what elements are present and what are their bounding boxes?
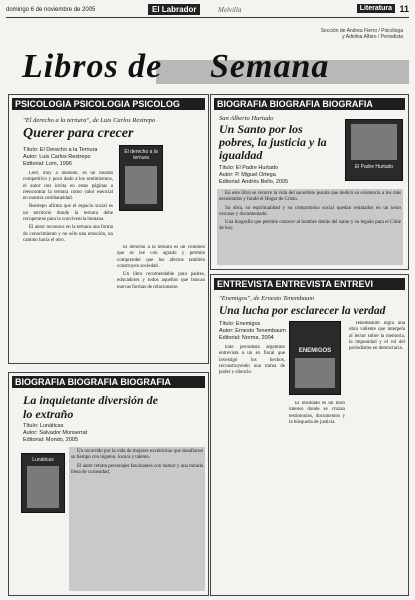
entrevista-review — [210, 274, 409, 596]
book-publisher: Editorial: Mondo, 2005 — [23, 437, 79, 443]
book-cover — [119, 145, 163, 211]
cover-title: Lunáticas — [32, 457, 54, 463]
handwritten-note: Melvilla — [218, 6, 242, 14]
biografia-review-2 — [8, 372, 209, 596]
review-headline: Un Santo por los pobres, la justicia y la igualdad — [219, 122, 327, 162]
issue-date: domingo 6 de noviembre de 2005 — [6, 7, 96, 13]
cover-art — [125, 166, 157, 204]
review-text-mid — [289, 401, 345, 591]
book-author: Autor: Salvador Monserrat — [23, 430, 88, 436]
review-text-left — [23, 171, 113, 361]
book-author: Autor: P. Miguel Ortega — [219, 172, 276, 178]
paragraph: Leer, muy a menudo, es un mundo competitivo y poco dado a los sentimientos, el autor nos invita en estas páginas a reencontrar la ternura como valor esencial en nuestra cotidianeidad. — [23, 171, 113, 202]
review-kicker: San Alberto Hurtado — [219, 115, 274, 122]
section-credits — [268, 28, 403, 40]
biografia-review — [210, 94, 409, 270]
review-headline: Una lucha por esclarecer la verdad — [219, 305, 386, 317]
book-details — [219, 165, 288, 186]
book-title: Título: El Derecho a la Ternura — [23, 147, 98, 153]
cover-title: ENEMIGOS — [298, 348, 332, 354]
credit-line: y Adelina Alfaro / Periodista — [342, 34, 403, 40]
masthead-word-2: Semana — [210, 48, 330, 85]
book-details — [219, 321, 286, 342]
section-header: BIOGRAFIA BIOGRAFIA BIOGRAFIA — [12, 376, 205, 388]
review-text — [217, 189, 403, 265]
review-text — [69, 447, 205, 591]
paragraph: Un libro recomendable para padres, educadores y todos aquellos que buscan nuevas formas de relacionarse. — [117, 272, 205, 290]
psicologia-review — [8, 94, 209, 364]
cover-art — [295, 358, 335, 388]
paragraph: El derecho a la ternura es un volumen que se lee con agrado y permite comprender que los afectos también construyen sociedad. — [117, 245, 205, 269]
paragraph: Un recorrido por la vida de mujeres excéntricas que desafiaron su tiempo con ingenio, locura y talento. — [71, 449, 203, 461]
book-publisher: Editorial: Andrés Bello, 2005 — [219, 179, 289, 185]
book-title: Título: Lunáticas — [23, 423, 64, 429]
book-details — [23, 147, 98, 168]
review-text-right — [349, 321, 405, 591]
book-cover — [289, 321, 341, 395]
cover-title: El derecho a la ternura — [124, 149, 158, 161]
cover-art — [27, 466, 59, 508]
paragraph: Tenembaum logra una obra valiente que interpela al lector sobre la memoria, la impunidad y el rol del periodismo en democracia. — [349, 321, 405, 352]
paragraph: Este periodista argentino entrevista a un ex fiscal que investigó los hechos, reconstruyendo una trama de poder y silencio. — [219, 345, 285, 376]
masthead-word-1: Libros de — [22, 48, 163, 85]
book-publisher: Editorial: Norma, 2004 — [219, 335, 274, 341]
paragraph: Su obra, su espiritualidad y su compromiso social quedan retratados en un texto cercano y documentado. — [219, 205, 401, 217]
book-author: Autor: Ernesto Tenembaum — [219, 328, 286, 334]
credit-line: Sección de Andrea Fierro / Psicóloga — [320, 28, 403, 34]
review-kicker: "Enemigos", de Ernesto Tenembaum — [219, 295, 315, 302]
book-cover — [21, 453, 65, 513]
cover-title: El Padre Hurtado — [354, 164, 394, 170]
paragraph: Una biografía que permite conocer al hombre detrás del santo y su legado para el Chile de hoy. — [219, 220, 401, 232]
header-rule — [6, 17, 409, 18]
newspaper-name: El Labrador — [148, 4, 200, 15]
paragraph: El autor reconoce en la ternura una forma de conocimiento y no sólo una emoción, un camino hacia el otro. — [23, 225, 113, 243]
review-text-left — [219, 345, 285, 591]
section-label: Literatura — [357, 4, 395, 13]
section-header: PSICOLOGIA PSICOLOGIA PSICOLOG — [12, 98, 205, 110]
review-headline: La inquietante diversión de lo extraño — [23, 393, 158, 421]
paragraph: El resultado es un libro intenso donde se cruzan testimonios, documentos y la búsqueda de justicia. — [289, 401, 345, 425]
page-number: 11 — [399, 4, 409, 14]
review-kicker: "El derecho a la ternura", de Luis Carlos Restrepo — [23, 117, 156, 124]
book-publisher: Editorial: Lom, 1996 — [23, 161, 72, 167]
paragraph: En este libro se recorre la vida del sacerdote jesuita que dedicó su existencia a los más necesitados y fundó el Hogar de Cristo. — [219, 191, 401, 203]
section-masthead — [6, 44, 409, 85]
section-header: BIOGRAFIA BIOGRAFIA BIOGRAFIA — [214, 98, 405, 110]
paragraph: Restrepo afirma que el espacio social es un territorio donde la ternura debe recuperarse para la convivencia humana. — [23, 204, 113, 223]
book-cover — [345, 119, 403, 181]
section-header: ENTREVISTA ENTREVISTA ENTREVI — [214, 278, 405, 290]
page-header — [6, 4, 409, 16]
book-details — [23, 423, 87, 444]
book-author: Autor: Luis Carlos Restrepo — [23, 154, 91, 160]
paragraph: El autor retrata personajes fascinantes con humor y una mirada llena de curiosidad. — [71, 463, 203, 475]
book-title: Título: Enemigos — [219, 321, 261, 327]
review-headline: Querer para crecer — [23, 126, 134, 141]
review-text-right — [117, 245, 205, 361]
cover-art — [351, 124, 397, 160]
book-title: Título: El Padre Hurtado — [219, 165, 279, 171]
